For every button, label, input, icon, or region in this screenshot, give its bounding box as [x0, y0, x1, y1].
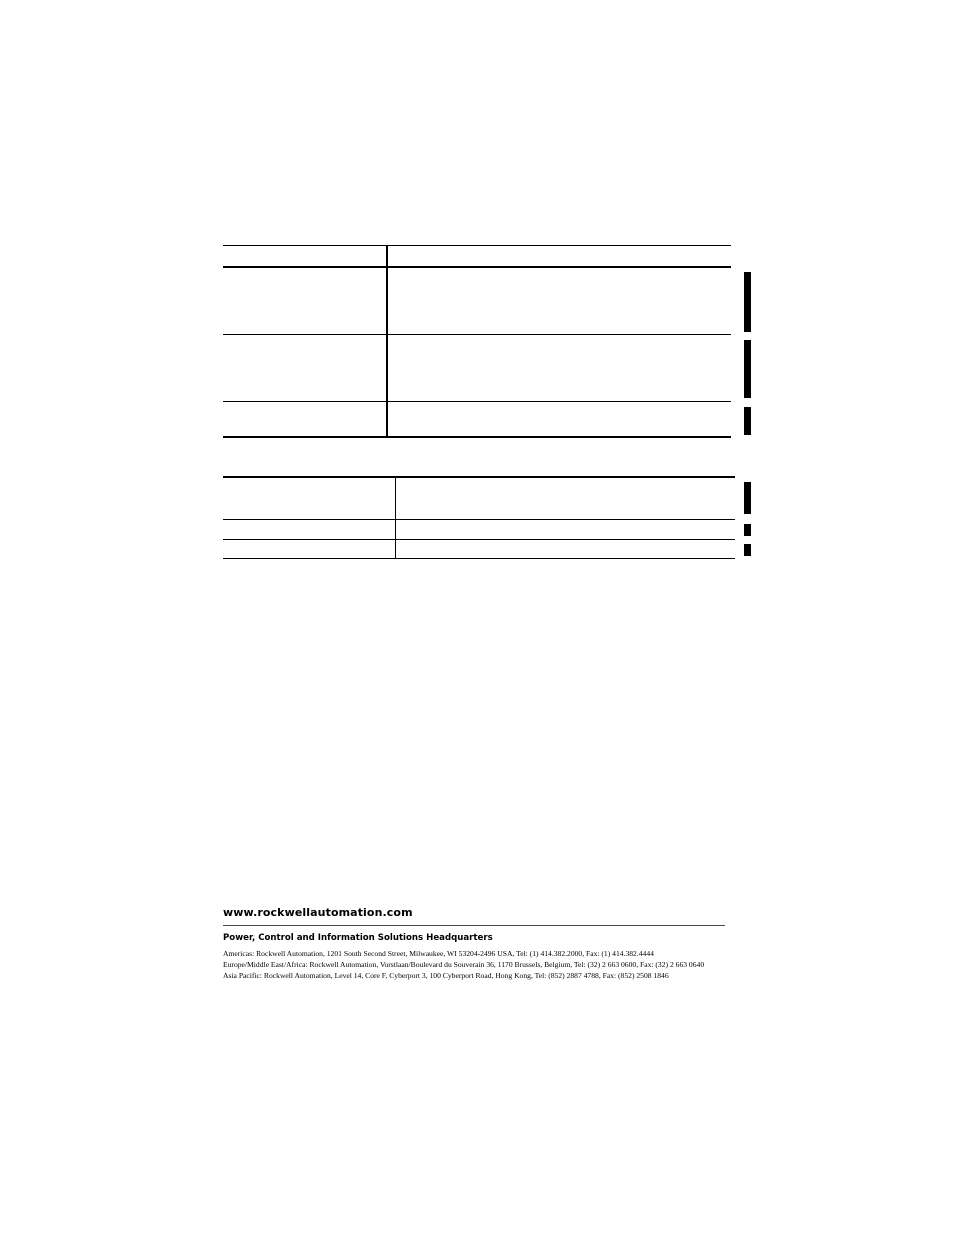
table1-top-rule	[223, 245, 731, 246]
table1-row-rule	[223, 401, 731, 402]
address-americas: Americas: Rockwell Automation, 1201 South Second Street, Milwaukee, WI 53204-2496 USA, Tel: (1) 414.382.2000, Fax: (1) 414.382.4444	[223, 949, 654, 958]
change-bar	[744, 407, 751, 435]
footer-accent-rule	[223, 925, 725, 926]
table1-bottom-rule	[223, 436, 731, 438]
address-asia-pacific: Asia Pacific: Rockwell Automation, Level 14, Core F, Cyberport 3, 100 Cyberport Road, Hong Kong, Tel: (852) 2887 4788, Fax: (852) 2508 1846	[223, 971, 669, 980]
table2-row-rule	[223, 539, 735, 540]
table2-bottom-rule	[223, 558, 735, 559]
change-bar	[744, 524, 751, 536]
table2-column-divider	[395, 476, 396, 559]
table1-row-rule	[223, 334, 731, 335]
change-bar	[744, 272, 751, 332]
change-bar	[744, 482, 751, 514]
address-emea: Europe/Middle East/Africa: Rockwell Automation, Vorstlaan/Boulevard du Souverain 36, 1170 Brussels, Belgium, Tel: (32) 2 663 0600, Fax: (32) 2 663 0640	[223, 960, 705, 969]
change-bar	[744, 544, 751, 556]
table1-column-divider	[386, 245, 388, 438]
table2-row-rule	[223, 519, 735, 520]
table2-top-rule	[223, 476, 735, 478]
headquarters-title: Power, Control and Information Solutions Headquarters	[223, 933, 493, 943]
change-bar	[744, 340, 751, 398]
table1-header-rule	[223, 266, 731, 268]
website-link[interactable]: www.rockwellautomation.com	[223, 906, 413, 919]
